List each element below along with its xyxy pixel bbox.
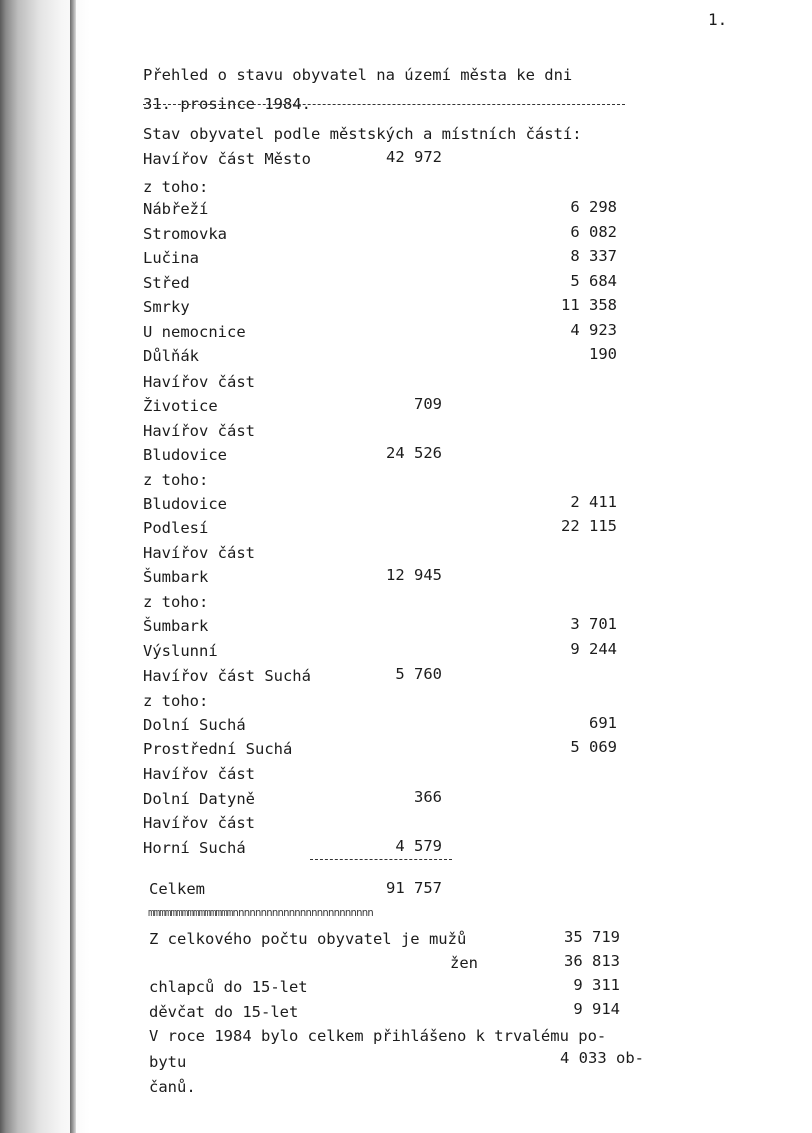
row-label: Bludovice	[143, 495, 227, 513]
row-label: Smrky	[143, 298, 190, 316]
row-label: Životice	[143, 397, 218, 415]
row-label: Havířov část	[143, 765, 255, 783]
row-district-total: 4 579	[395, 837, 442, 855]
row-label: Havířov část	[143, 544, 255, 562]
total-label: Celkem	[149, 880, 205, 898]
row-label: Horní Suchá	[143, 839, 246, 857]
total-value: 91 757	[386, 879, 442, 897]
row-label: Podlesí	[143, 519, 209, 537]
row-district-total: 366	[414, 788, 442, 806]
registered-line-3: čanů.	[149, 1078, 196, 1096]
women-value: 36 813	[564, 952, 620, 970]
row-label: z toho:	[143, 593, 209, 611]
row-subpart-value: 190	[589, 345, 617, 363]
row-district-total: 42 972	[386, 148, 442, 166]
binding-edge	[70, 0, 76, 1133]
row-subpart-value: 2 411	[570, 493, 617, 511]
women-label: žen	[450, 954, 478, 972]
row-label: Havířov část	[143, 814, 255, 832]
row-district-total: 12 945	[386, 566, 442, 584]
row-label: Havířov část	[143, 422, 255, 440]
row-subpart-value: 6 298	[570, 198, 617, 216]
row-district-total: 5 760	[395, 665, 442, 683]
row-subpart-value: 9 244	[570, 640, 617, 658]
row-label: Prostřední Suchá	[143, 740, 293, 758]
row-label: Stromovka	[143, 225, 227, 243]
registered-line-1: V roce 1984 bylo celkem přihlášeno k trvalému po-	[149, 1027, 607, 1045]
row-label: U nemocnice	[143, 323, 246, 341]
row-label: Nábřeží	[143, 200, 209, 218]
row-subpart-value: 4 923	[570, 321, 617, 339]
row-label: z toho:	[143, 692, 209, 710]
row-label: Dolní Datyně	[143, 790, 255, 808]
row-subpart-value: 3 701	[570, 615, 617, 633]
overstrike-line: mmmmmmmmmmmmmmmnnnnnnnnnnnnnnnnnnnnnnnnn	[148, 906, 373, 919]
row-subpart-value: 5 684	[570, 272, 617, 290]
document-subtitle: Stav obyvatel podle městských a místních částí:	[143, 125, 582, 143]
registered-value: 4 033 ob-	[560, 1049, 644, 1067]
boys-value: 9 311	[573, 976, 620, 994]
row-subpart-value: 6 082	[570, 223, 617, 241]
row-subpart-value: 5 069	[570, 738, 617, 756]
registered-line-2: bytu	[149, 1053, 187, 1071]
row-label: Bludovice	[143, 446, 227, 464]
date-underline	[143, 104, 625, 105]
row-district-total: 709	[414, 395, 442, 413]
row-label: Šumbark	[143, 617, 209, 635]
row-label: Výslunní	[143, 642, 218, 660]
row-label: Šumbark	[143, 568, 209, 586]
row-label: z toho:	[143, 178, 209, 196]
row-label: Lučina	[143, 249, 199, 267]
row-label: Dolní Suchá	[143, 716, 246, 734]
row-label: Střed	[143, 274, 190, 292]
row-label: Havířov část Suchá	[143, 667, 311, 685]
boys-label: chlapců do 15-let	[149, 978, 308, 996]
document-title: Přehled o stavu obyvatel na území města ke dni	[143, 66, 573, 84]
row-district-total: 24 526	[386, 444, 442, 462]
total-separator	[310, 859, 452, 860]
row-label: z toho:	[143, 471, 209, 489]
row-subpart-value: 691	[589, 714, 617, 732]
men-value: 35 719	[564, 928, 620, 946]
binding-shadow	[0, 0, 100, 1133]
row-label: Havířov část Město	[143, 150, 311, 168]
document-date: 31. prosince 1984.	[143, 95, 311, 113]
girls-value: 9 914	[573, 1000, 620, 1018]
row-subpart-value: 8 337	[570, 247, 617, 265]
row-subpart-value: 22 115	[561, 517, 617, 535]
girls-label: děvčat do 15-let	[149, 1003, 299, 1021]
row-label: Důlňák	[143, 347, 199, 365]
page-number: 1.	[708, 10, 728, 29]
men-label: Z celkového počtu obyvatel je mužů	[149, 930, 467, 948]
row-subpart-value: 11 358	[561, 296, 617, 314]
row-label: Havířov část	[143, 373, 255, 391]
